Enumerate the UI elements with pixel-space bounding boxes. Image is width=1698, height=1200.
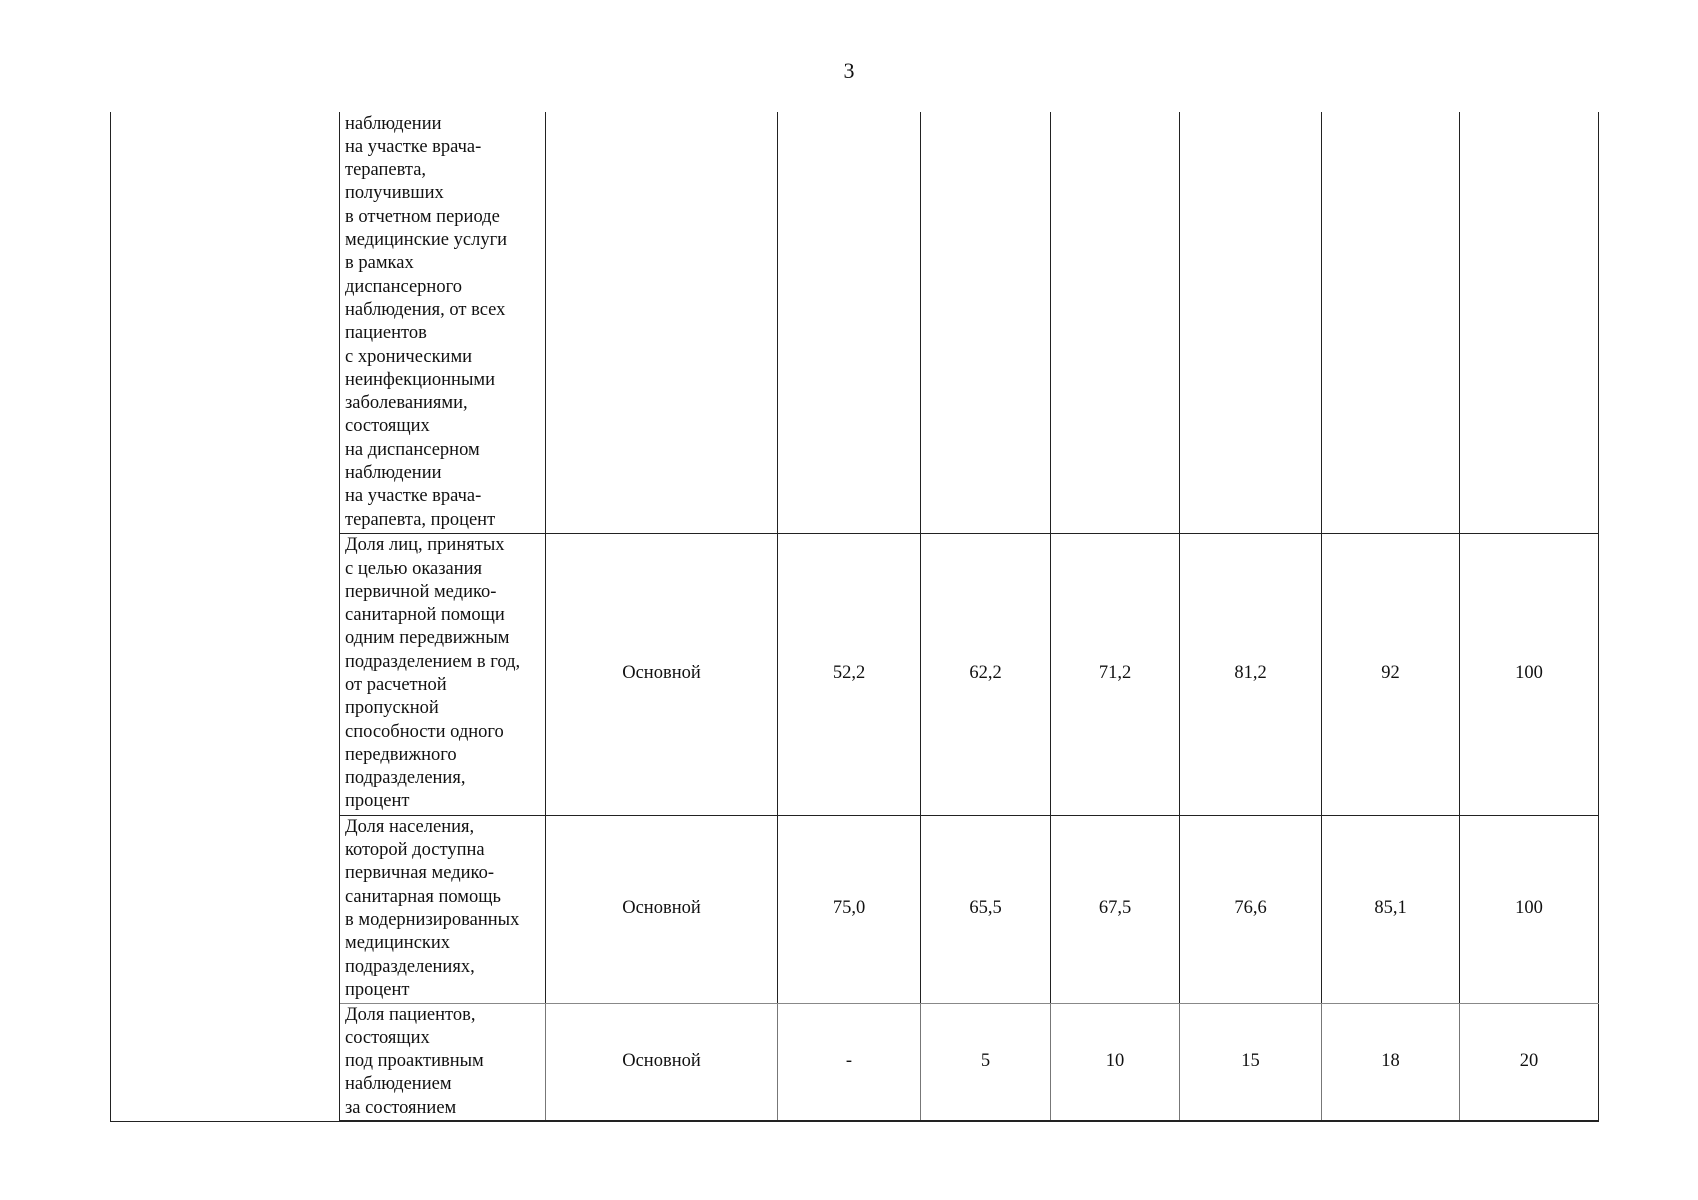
indicator-name-line: подразделения,	[345, 768, 466, 789]
value-cell	[778, 112, 921, 533]
value-cell: 65,5	[921, 815, 1051, 1003]
value-cell: 67,5	[1051, 815, 1180, 1003]
value-cell: 76,6	[1180, 815, 1322, 1003]
indicator-name-line: состоящих	[345, 416, 430, 437]
indicator-type-cell: Основной	[546, 815, 778, 1003]
section-cell	[111, 112, 340, 1121]
indicator-name-line: в отчетном периоде	[345, 206, 500, 227]
indicator-name-line: санитарной помощи	[345, 605, 505, 626]
indicator-name-line: в рамках	[345, 253, 414, 274]
indicator-name-line: за состоянием	[345, 1097, 457, 1118]
indicator-name-line: одним передвижным	[345, 628, 510, 649]
value-cell	[1180, 112, 1322, 533]
value-cell: 10	[1051, 1003, 1180, 1121]
indicator-name-line: диспансерного	[345, 276, 462, 297]
value-cell: 20	[1460, 1003, 1599, 1121]
indicator-name-line: наблюдения, от всех	[345, 299, 506, 320]
value-cell: 15	[1180, 1003, 1322, 1121]
indicator-name-line: получивших	[345, 183, 444, 204]
value-cell	[1322, 112, 1460, 533]
indicator-name-line: от расчетной	[345, 675, 447, 695]
value-cell: 85,1	[1322, 815, 1460, 1003]
indicator-name-line: пациентов	[345, 323, 427, 344]
indicator-name-line: на участке врача-	[345, 486, 482, 507]
indicator-name-cell	[340, 815, 546, 1003]
value-cell	[1460, 112, 1599, 533]
indicator-name-line: первичная медико-	[345, 863, 494, 884]
value-cell: 75,0	[778, 815, 921, 1003]
value-cell: 100	[1460, 533, 1599, 815]
indicator-name-line: с хроническими	[345, 346, 473, 367]
indicator-name-line: передвижного	[345, 744, 457, 765]
indicator-type-cell: Основной	[546, 1003, 778, 1121]
value-cell: 71,2	[1051, 533, 1180, 815]
indicator-name-line: подразделениях,	[345, 956, 475, 977]
value-cell: 18	[1322, 1003, 1460, 1121]
page-number: 3	[843, 58, 855, 83]
indicator-name-cell	[340, 1003, 546, 1121]
indicator-name-line: медицинские услуги	[345, 230, 508, 251]
value-cell: 62,2	[921, 533, 1051, 815]
indicator-name-line: терапевта,	[345, 160, 427, 181]
indicator-name-line: пропускной	[345, 698, 439, 719]
indicator-name-line: способности одного	[345, 721, 504, 742]
indicator-name-line: под проактивным	[345, 1051, 484, 1072]
value-cell: 81,2	[1180, 533, 1322, 815]
indicator-name-line: которой доступна	[345, 840, 485, 861]
value-cell	[921, 112, 1051, 533]
value-cell: -	[778, 1003, 921, 1121]
indicator-name-line: в модернизированных	[345, 910, 520, 930]
indicator-name-line: заболеваниями,	[345, 393, 468, 414]
indicator-name-line: процент	[345, 979, 410, 1000]
indicator-name-line: на участке врача-	[345, 136, 482, 157]
indicator-name-line: неинфекционными	[345, 369, 495, 390]
indicators-table	[110, 112, 1599, 1122]
indicator-name-line: Доля населения,	[345, 816, 475, 837]
indicator-name-line: санитарная помощь	[345, 886, 501, 907]
indicator-name-line: первичной медико-	[345, 581, 497, 602]
indicator-name-line: с целью оказания	[345, 558, 483, 579]
indicator-type-cell	[546, 112, 778, 533]
value-cell	[1051, 112, 1180, 533]
indicator-name-line: наблюдении	[345, 463, 442, 484]
indicator-name-line: терапевта, процент	[345, 509, 496, 530]
indicator-type-cell: Основной	[546, 533, 778, 815]
indicator-name-line: процент	[345, 791, 410, 812]
indicator-name-line: Доля лиц, принятых	[345, 535, 505, 556]
indicator-name-line: подразделением в год,	[345, 651, 521, 672]
indicator-name-cell	[340, 533, 546, 815]
value-cell: 52,2	[778, 533, 921, 815]
value-cell: 92	[1322, 533, 1460, 815]
indicator-name-line: Доля пациентов,	[345, 1004, 476, 1025]
value-cell: 100	[1460, 815, 1599, 1003]
indicator-name-line: наблюдении	[345, 113, 442, 134]
indicator-name-line: состоящих	[345, 1027, 430, 1048]
table-row	[111, 112, 1599, 533]
indicator-name-line: медицинских	[345, 933, 451, 954]
value-cell: 5	[921, 1003, 1051, 1121]
indicator-name-cell	[340, 112, 546, 533]
indicator-name-line: на диспансерном	[345, 439, 480, 460]
indicator-name-line: наблюдением	[345, 1074, 452, 1095]
